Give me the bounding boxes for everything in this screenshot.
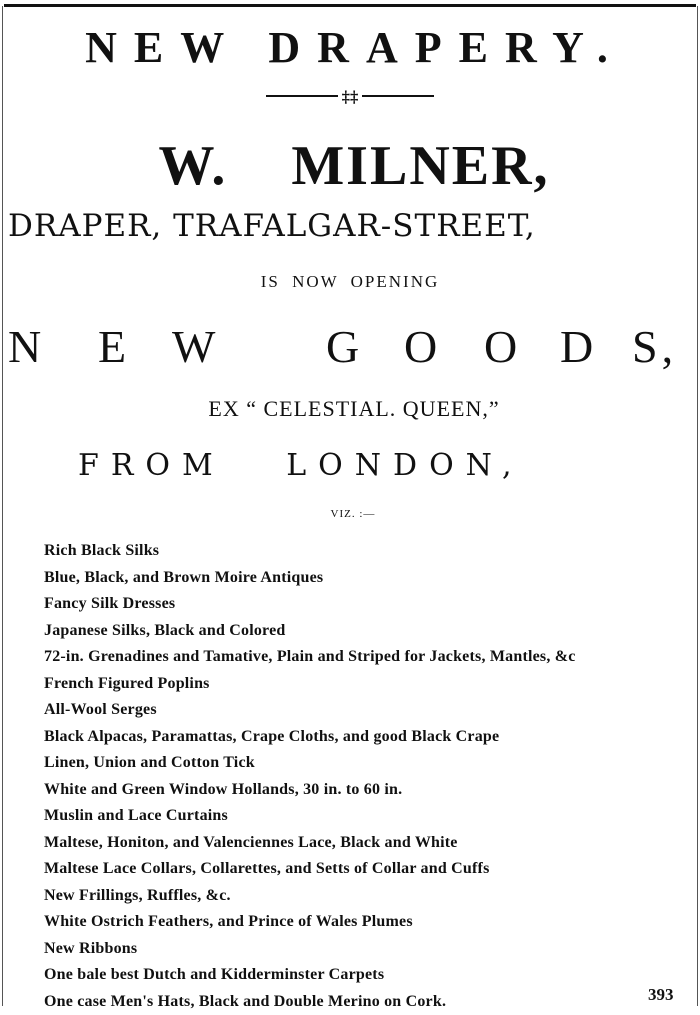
list-item: Blue, Black, and Brown Moire Antiques: [44, 565, 694, 592]
proprietor-name: W. MILNER,: [0, 134, 700, 198]
list-item: New Frillings, Ruffles, &c.: [44, 883, 694, 910]
banner-letter: O: [484, 320, 521, 373]
list-item: Japanese Silks, Black and Colored: [44, 618, 694, 645]
headline: NEW DRAPERY.: [0, 22, 700, 73]
list-item: Maltese Lace Collars, Collarettes, and Setts of Collar and Cuffs: [44, 856, 694, 883]
ship-name: EX “ CELESTIAL. QUEEN,”: [0, 396, 700, 422]
proprietor-address: DRAPER, TRAFALGAR-STREET,: [0, 208, 700, 244]
double-dagger-icon: ‡‡: [342, 87, 359, 106]
banner-letter: E: [98, 320, 130, 373]
list-item: New Ribbons: [44, 936, 694, 963]
banner-letter: N: [8, 320, 45, 373]
list-item: One bale best Dutch and Kidderminster Carpets: [44, 962, 694, 989]
page-number: 393: [648, 985, 674, 1005]
origin-line: FROM LONDON,: [0, 448, 700, 483]
list-item: Muslin and Lace Curtains: [44, 803, 694, 830]
list-item: Black Alpacas, Paramattas, Crape Cloths, and good Black Crape: [44, 724, 694, 751]
ornament-rule-right: [362, 95, 434, 97]
banner-letter: W: [172, 320, 219, 373]
goods-list: [44, 538, 694, 1015]
banner-letter: O: [404, 320, 441, 373]
opening-notice: IS NOW OPENING: [0, 272, 700, 292]
banner-letter: S,: [632, 320, 677, 373]
list-item: Rich Black Silks: [44, 538, 694, 565]
ornament-divider: [0, 86, 700, 106]
list-item: 72-in. Grenadines and Tamative, Plain and Striped for Jackets, Mantles, &c: [44, 644, 694, 671]
list-item: Fancy Silk Dresses: [44, 591, 694, 618]
top-border-rule: [4, 4, 696, 7]
ornament-rule-left: [266, 95, 338, 97]
list-item: All-Wool Serges: [44, 697, 694, 724]
list-item: White Ostrich Feathers, and Prince of Wales Plumes: [44, 909, 694, 936]
list-item: French Figured Poplins: [44, 671, 694, 698]
viz-label: VIZ. :—: [0, 508, 700, 520]
list-item: White and Green Window Hollands, 30 in. to 60 in.: [44, 777, 694, 804]
banner-letter: D: [560, 320, 597, 373]
banner-letter: G: [326, 320, 363, 373]
list-item: One case Men's Hats, Black and Double Merino on Cork.: [44, 989, 694, 1015]
list-item: Linen, Union and Cotton Tick: [44, 750, 694, 777]
list-item: Maltese, Honiton, and Valenciennes Lace, Black and White: [44, 830, 694, 857]
